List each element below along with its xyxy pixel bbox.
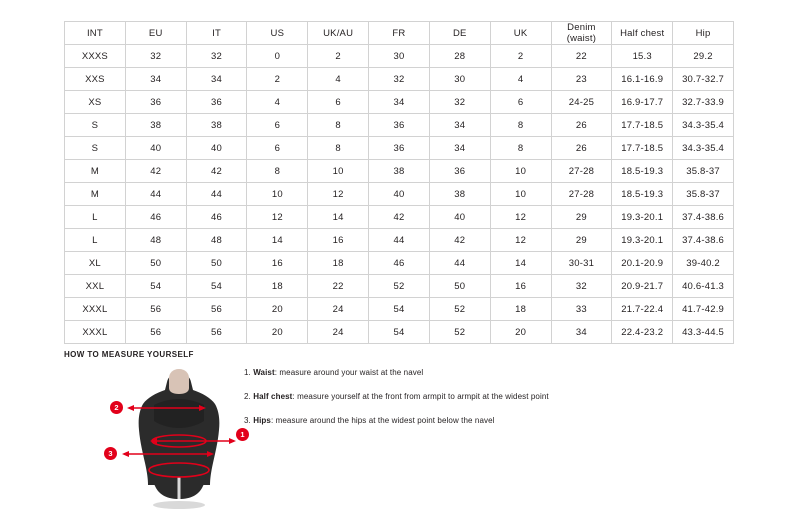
cell-us: 20 [247, 298, 308, 321]
cell-denim-waist: 29 [551, 229, 612, 252]
cell-eu: 38 [125, 114, 186, 137]
cell-half-chest: 18.5-19.3 [612, 160, 673, 183]
step-text: : measure around the hips at the widest point below the navel [270, 416, 495, 425]
cell-de: 40 [429, 206, 490, 229]
cell-uk: 2 [490, 45, 551, 68]
cell-fr: 52 [369, 275, 430, 298]
cell-us: 8 [247, 160, 308, 183]
measure-step-half-chest [244, 391, 724, 402]
cell-int: XXXL [65, 298, 126, 321]
cell-eu: 34 [125, 68, 186, 91]
size-chart-table [64, 21, 734, 344]
table-row [65, 252, 734, 275]
cell-fr: 36 [369, 137, 430, 160]
cell-de: 38 [429, 183, 490, 206]
column-header-it: IT [186, 22, 247, 45]
cell-de: 52 [429, 321, 490, 344]
cell-hip: 35.8-37 [673, 183, 734, 206]
cell-us: 20 [247, 321, 308, 344]
cell-half-chest: 18.5-19.3 [612, 183, 673, 206]
cell-fr: 54 [369, 298, 430, 321]
cell-int: S [65, 137, 126, 160]
badge-waist: 1 [236, 428, 249, 441]
cell-int: M [65, 160, 126, 183]
cell-us: 14 [247, 229, 308, 252]
cell-us: 10 [247, 183, 308, 206]
cell-it: 48 [186, 229, 247, 252]
cell-denim-waist: 32 [551, 275, 612, 298]
table-body [65, 45, 734, 344]
how-to-measure-section [64, 365, 734, 510]
cell-uk: 4 [490, 68, 551, 91]
cell-half-chest: 20.9-21.7 [612, 275, 673, 298]
table-row [65, 91, 734, 114]
cell-denim-waist: 26 [551, 114, 612, 137]
step-term: Half chest [253, 392, 293, 401]
column-header-denim-waist: Denim (waist) [551, 22, 612, 45]
cell-it: 44 [186, 183, 247, 206]
cell-int: XL [65, 252, 126, 275]
cell-de: 34 [429, 114, 490, 137]
size-chart-table-container [64, 21, 734, 344]
table-row [65, 160, 734, 183]
cell-de: 34 [429, 137, 490, 160]
cell-us: 6 [247, 114, 308, 137]
cell-denim-waist: 34 [551, 321, 612, 344]
cell-it: 32 [186, 45, 247, 68]
cell-hip: 30.7-32.7 [673, 68, 734, 91]
cell-uk-au: 22 [308, 275, 369, 298]
cell-fr: 46 [369, 252, 430, 275]
cell-denim-waist: 23 [551, 68, 612, 91]
table-row [65, 45, 734, 68]
cell-denim-waist: 24-25 [551, 91, 612, 114]
step-text: : measure yourself at the front from armpit to armpit at the widest point [292, 392, 549, 401]
measure-step-hips [244, 415, 724, 426]
step-number: 1. [244, 368, 251, 377]
cell-eu: 54 [125, 275, 186, 298]
cell-hip: 43.3-44.5 [673, 321, 734, 344]
table-row [65, 321, 734, 344]
cell-fr: 40 [369, 183, 430, 206]
cell-uk: 6 [490, 91, 551, 114]
cell-de: 28 [429, 45, 490, 68]
cell-it: 38 [186, 114, 247, 137]
cell-eu: 50 [125, 252, 186, 275]
how-to-measure-title: HOW TO MEASURE YOURSELF [64, 350, 194, 359]
cell-it: 36 [186, 91, 247, 114]
cell-us: 4 [247, 91, 308, 114]
cell-denim-waist: 27-28 [551, 160, 612, 183]
cell-it: 56 [186, 321, 247, 344]
cell-half-chest: 15.3 [612, 45, 673, 68]
cell-uk-au: 8 [308, 137, 369, 160]
measure-steps-list [244, 367, 724, 439]
cell-denim-waist: 26 [551, 137, 612, 160]
step-text: : measure around your waist at the navel [274, 368, 424, 377]
cell-fr: 32 [369, 68, 430, 91]
cell-it: 46 [186, 206, 247, 229]
cell-de: 52 [429, 298, 490, 321]
cell-denim-waist: 29 [551, 206, 612, 229]
cell-uk-au: 8 [308, 114, 369, 137]
measure-step-waist [244, 367, 724, 378]
cell-half-chest: 16.9-17.7 [612, 91, 673, 114]
cell-uk: 16 [490, 275, 551, 298]
step-term: Waist [253, 368, 275, 377]
cell-denim-waist: 27-28 [551, 183, 612, 206]
cell-denim-waist: 30-31 [551, 252, 612, 275]
cell-uk-au: 24 [308, 321, 369, 344]
cell-fr: 38 [369, 160, 430, 183]
column-header-int: INT [65, 22, 126, 45]
cell-eu: 44 [125, 183, 186, 206]
column-header-half-chest: Half chest [612, 22, 673, 45]
cell-int: M [65, 183, 126, 206]
cell-us: 0 [247, 45, 308, 68]
cell-int: L [65, 229, 126, 252]
cell-uk: 12 [490, 229, 551, 252]
column-header-uk-au: UK/AU [308, 22, 369, 45]
cell-half-chest: 16.1-16.9 [612, 68, 673, 91]
cell-uk: 18 [490, 298, 551, 321]
cell-us: 18 [247, 275, 308, 298]
cell-uk: 8 [490, 114, 551, 137]
cell-half-chest: 22.4-23.2 [612, 321, 673, 344]
cell-de: 44 [429, 252, 490, 275]
cell-hip: 37.4-38.6 [673, 229, 734, 252]
cell-half-chest: 17.7-18.5 [612, 137, 673, 160]
cell-int: XXXL [65, 321, 126, 344]
cell-hip: 41.7-42.9 [673, 298, 734, 321]
cell-uk: 10 [490, 160, 551, 183]
table-row [65, 206, 734, 229]
table-row [65, 298, 734, 321]
column-header-fr: FR [369, 22, 430, 45]
cell-eu: 36 [125, 91, 186, 114]
cell-eu: 32 [125, 45, 186, 68]
cell-hip: 34.3-35.4 [673, 137, 734, 160]
cell-fr: 30 [369, 45, 430, 68]
cell-it: 54 [186, 275, 247, 298]
step-number: 3. [244, 416, 251, 425]
cell-uk-au: 4 [308, 68, 369, 91]
cell-int: XS [65, 91, 126, 114]
cell-fr: 44 [369, 229, 430, 252]
cell-fr: 42 [369, 206, 430, 229]
cell-int: L [65, 206, 126, 229]
cell-half-chest: 19.3-20.1 [612, 229, 673, 252]
cell-uk-au: 10 [308, 160, 369, 183]
cell-us: 6 [247, 137, 308, 160]
cell-uk-au: 6 [308, 91, 369, 114]
cell-half-chest: 19.3-20.1 [612, 206, 673, 229]
cell-eu: 48 [125, 229, 186, 252]
cell-uk-au: 14 [308, 206, 369, 229]
cell-it: 50 [186, 252, 247, 275]
table-row [65, 68, 734, 91]
cell-it: 56 [186, 298, 247, 321]
cell-uk-au: 12 [308, 183, 369, 206]
cell-it: 40 [186, 137, 247, 160]
cell-uk-au: 18 [308, 252, 369, 275]
cell-uk: 10 [490, 183, 551, 206]
cell-de: 30 [429, 68, 490, 91]
cell-denim-waist: 33 [551, 298, 612, 321]
cell-hip: 39-40.2 [673, 252, 734, 275]
cell-hip: 34.3-35.4 [673, 114, 734, 137]
cell-eu: 42 [125, 160, 186, 183]
cell-int: XXL [65, 275, 126, 298]
table-row [65, 183, 734, 206]
table-header [65, 22, 734, 45]
cell-uk: 8 [490, 137, 551, 160]
column-header-eu: EU [125, 22, 186, 45]
table-row [65, 229, 734, 252]
cell-half-chest: 21.7-22.4 [612, 298, 673, 321]
step-term: Hips [253, 416, 271, 425]
cell-uk: 12 [490, 206, 551, 229]
cell-eu: 40 [125, 137, 186, 160]
cell-de: 36 [429, 160, 490, 183]
cell-hip: 37.4-38.6 [673, 206, 734, 229]
table-header-row [65, 22, 734, 45]
cell-de: 32 [429, 91, 490, 114]
cell-uk-au: 16 [308, 229, 369, 252]
cell-hip: 32.7-33.9 [673, 91, 734, 114]
cell-int: S [65, 114, 126, 137]
column-header-uk: UK [490, 22, 551, 45]
cell-it: 34 [186, 68, 247, 91]
cell-fr: 36 [369, 114, 430, 137]
column-header-us: US [247, 22, 308, 45]
cell-uk: 14 [490, 252, 551, 275]
cell-fr: 54 [369, 321, 430, 344]
cell-hip: 29.2 [673, 45, 734, 68]
cell-int: XXXS [65, 45, 126, 68]
table-row [65, 114, 734, 137]
cell-hip: 35.8-37 [673, 160, 734, 183]
cell-eu: 56 [125, 298, 186, 321]
cell-us: 16 [247, 252, 308, 275]
step-number: 2. [244, 392, 251, 401]
cell-denim-waist: 22 [551, 45, 612, 68]
cell-us: 12 [247, 206, 308, 229]
mannequin-illustration [84, 365, 245, 510]
cell-de: 42 [429, 229, 490, 252]
cell-uk-au: 24 [308, 298, 369, 321]
cell-half-chest: 17.7-18.5 [612, 114, 673, 137]
table-row [65, 275, 734, 298]
badge-half-chest: 2 [110, 401, 123, 414]
cell-eu: 46 [125, 206, 186, 229]
cell-hip: 40.6-41.3 [673, 275, 734, 298]
cell-eu: 56 [125, 321, 186, 344]
cell-fr: 34 [369, 91, 430, 114]
table-row [65, 137, 734, 160]
cell-it: 42 [186, 160, 247, 183]
cell-int: XXS [65, 68, 126, 91]
cell-uk-au: 2 [308, 45, 369, 68]
column-header-hip: Hip [673, 22, 734, 45]
cell-uk: 20 [490, 321, 551, 344]
cell-us: 2 [247, 68, 308, 91]
badge-hips: 3 [104, 447, 117, 460]
cell-half-chest: 20.1-20.9 [612, 252, 673, 275]
cell-de: 50 [429, 275, 490, 298]
column-header-de: DE [429, 22, 490, 45]
